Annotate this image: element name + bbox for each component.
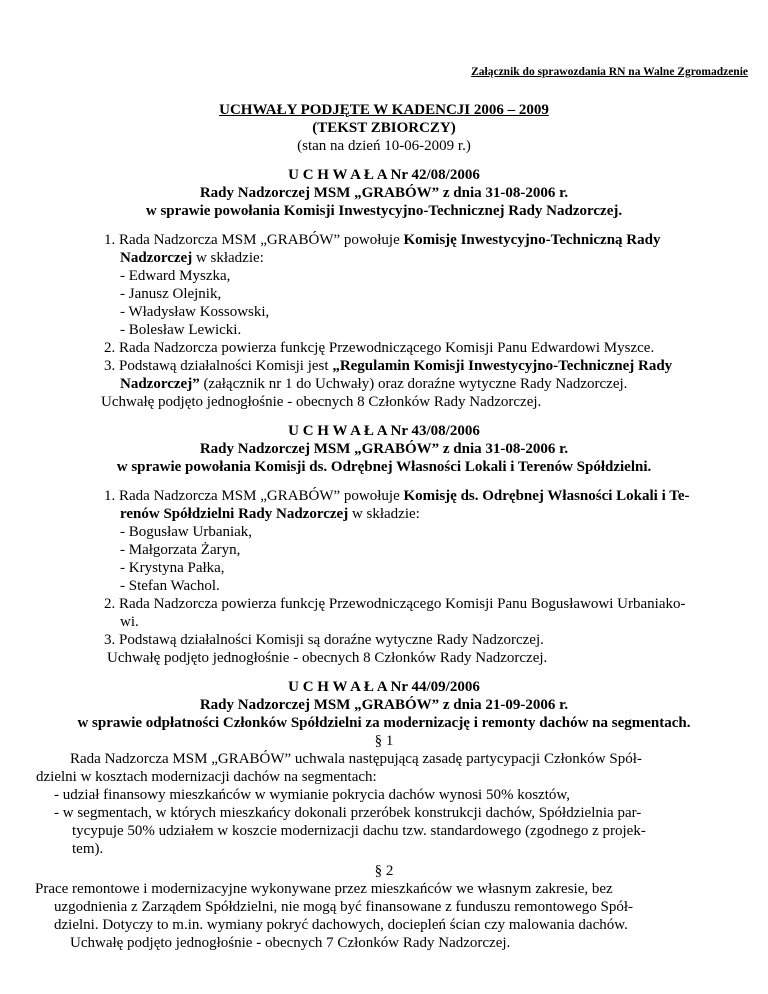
r44-line2: Rady Nadzorczej MSM „GRABÓW” z dnia 21-09-2006 r.	[199, 697, 569, 713]
r44-line3: w sprawie odpłatności Członków Spółdzielni za modernizację i remonty dachów na segmentach.	[77, 715, 691, 731]
r43-vote: Uchwałę podjęto jednogłośnie - obecnych 8 Członków Rady Nadzorczej.	[107, 650, 548, 666]
r44-s1-line1: Rada Nadzorcza MSM „GRABÓW” uchwala następującą zasadę partycypacji Członków Spół-	[70, 751, 642, 767]
member-item: - Bogusław Urbaniak,	[120, 524, 253, 540]
r44-s2-line2: uzgodnienia z Zarządem Spółdzielni, nie mogą być finansowane z funduszu remontowego Spół-	[54, 899, 633, 915]
r42-point2: 2. Rada Nadzorcza powierza funkcję Przewodniczącego Komisji Panu Edwardowi Myszce.	[104, 340, 655, 356]
r42-point1: 1. Rada Nadzorcza MSM „GRABÓW” powołuje Komisję Inwestycyjno-Techniczną Rady	[104, 232, 661, 248]
r42-title: U C H W A Ł A Nr 42/08/2006	[288, 167, 480, 183]
doc-title: UCHWAŁY PODJĘTE W KADENCJI 2006 – 2009	[219, 102, 549, 118]
r43-point2: 2. Rada Nadzorcza powierza funkcję Przewodniczącego Komisji Panu Bogusławowi Urbaniako-	[104, 596, 686, 612]
r44-vote: Uchwałę podjęto jednogłośnie - obecnych 7 Członków Rady Nadzorczej.	[70, 935, 511, 951]
r44-s2-line3: dzielni. Dotyczy to m.in. wymiany pokryć dachowych, dociepleń ścian czy malowania dachów.	[54, 917, 628, 933]
r43-point1: 1. Rada Nadzorcza MSM „GRABÓW” powołuje Komisję ds. Odrębnej Własności Lokali i Te-	[104, 488, 690, 504]
r43-line3: w sprawie powołania Komisji ds. Odrębnej Własności Lokali i Terenów Spółdzielni.	[116, 459, 652, 475]
doc-date: (stan na dzień 10-06-2009 r.)	[297, 138, 471, 154]
r42-vote: Uchwałę podjęto jednogłośnie - obecnych 8 Członków Rady Nadzorczej.	[101, 394, 542, 410]
r42-point3: 3. Podstawą działalności Komisji jest „Regulamin Komisji Inwestycyjno-Technicznej Rady	[104, 358, 673, 374]
r43-title: U C H W A Ł A Nr 43/08/2006	[288, 423, 480, 439]
member-item: - Władysław Kossowski,	[120, 304, 270, 320]
member-item: - Krystyna Pałka,	[120, 560, 225, 576]
attachment-note: Załącznik do sprawozdania RN na Walne Zgromadzenie	[471, 66, 748, 78]
r42-line3: w sprawie powołania Komisji Inwestycyjno-Technicznej Rady Nadzorczej.	[145, 203, 623, 219]
r43-point2-cont: wi.	[120, 614, 139, 630]
r42-point1-cont: Nadzorczej w składzie:	[120, 250, 264, 266]
member-item: - Edward Myszka,	[120, 268, 231, 284]
member-item: - Małgorzata Żaryn,	[120, 542, 241, 558]
member-item: - Bolesław Lewicki.	[120, 322, 242, 338]
r44-title: U C H W A Ł A Nr 44/09/2006	[288, 679, 480, 695]
r44-s1-line4: - w segmentach, w których mieszkańcy dokonali przeróbek konstrukcji dachów, Spółdzielnia par-	[54, 805, 642, 821]
doc-subtitle: (TEKST ZBIORCZY)	[312, 120, 456, 136]
r44-s1-line2: dzielni w kosztach modernizacji dachów na segmentach:	[36, 769, 377, 785]
r42-point3-cont: Nadzorczej” (załącznik nr 1 do Uchwały) oraz doraźne wytyczne Rady Nadzorczej.	[120, 376, 628, 392]
member-item: - Janusz Olejnik,	[120, 286, 222, 302]
r44-s2-line1: Prace remontowe i modernizacyjne wykonywane przez mieszkańców we własnym zakresie, bez	[35, 881, 613, 897]
section-1-mark: § 1	[374, 733, 394, 749]
r42-line2: Rady Nadzorczej MSM „GRABÓW” z dnia 31-08-2006 r.	[199, 185, 569, 201]
member-item: - Stefan Wachol.	[120, 578, 220, 594]
r44-s1-line6: tem).	[72, 841, 104, 857]
section-2-mark: § 2	[374, 863, 394, 879]
r44-s1-line3: - udział finansowy mieszkańców w wymianie pokrycia dachów wynosi 50% kosztów,	[54, 787, 570, 803]
r44-s1-line5: tycypuje 50% udziałem w koszcie modernizacji dachu tzw. standardowego (zgodnego z projek-	[72, 823, 646, 839]
r43-point1-cont: renów Spółdzielni Rady Nadzorczej w składzie:	[120, 506, 420, 522]
r43-point3: 3. Podstawą działalności Komisji są doraźne wytyczne Rady Nadzorczej.	[104, 632, 544, 648]
r43-line2: Rady Nadzorczej MSM „GRABÓW” z dnia 31-08-2006 r.	[199, 441, 569, 457]
